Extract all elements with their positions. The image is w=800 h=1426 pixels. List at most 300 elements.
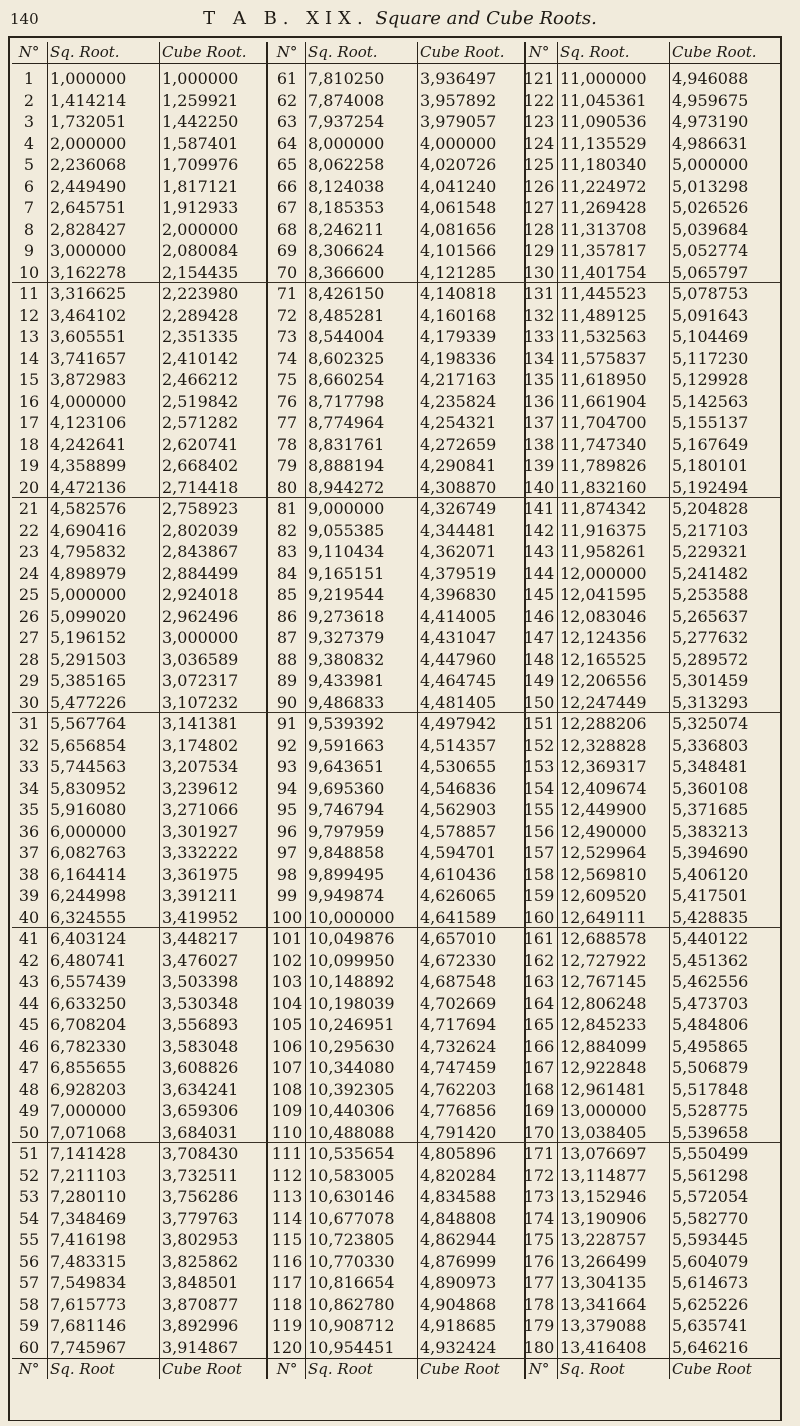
cube-root-cell: 4,326749	[420, 499, 497, 518]
square-root-cell: 3,162278	[50, 262, 127, 282]
square-root-cell: 7,615773	[50, 1294, 127, 1314]
cube-root-cell: 4,610436	[420, 864, 497, 884]
table-row	[522, 821, 780, 842]
table-row	[270, 864, 528, 885]
square-root-cell: 7,416198	[50, 1230, 127, 1249]
square-root-cell: 12,083046	[560, 606, 647, 626]
column-header-row	[522, 42, 780, 64]
table-row	[270, 1014, 528, 1035]
number-cell: 9	[23, 241, 35, 260]
cube-root-cell: 4,626065	[420, 886, 497, 905]
cube-root-cell: 5,451362	[672, 950, 749, 970]
square-root-cell: 12,569810	[560, 864, 647, 884]
cube-root-cell: 5,129928	[672, 370, 749, 389]
square-root-cell: 9,110434	[308, 542, 385, 561]
square-root-cell: 4,358899	[50, 456, 127, 475]
square-root-cell: 10,246951	[308, 1015, 395, 1034]
square-root-cell: 12,041595	[560, 585, 647, 604]
number-cell: 39	[18, 886, 40, 905]
square-root-cell: 5,830952	[50, 778, 127, 798]
block-divider	[266, 42, 268, 1379]
number-cell: 130	[523, 262, 555, 282]
table-row	[12, 391, 270, 412]
number-cell: 88	[276, 649, 298, 669]
table-row	[270, 1036, 528, 1057]
number-cell: 15	[18, 370, 40, 389]
square-root-cell: 9,055385	[308, 520, 385, 540]
square-root-cell: 5,567764	[50, 714, 127, 733]
cube-root-cell: 4,747459	[420, 1058, 497, 1077]
square-root-cell: 11,916375	[560, 520, 647, 540]
number-cell: 175	[523, 1230, 555, 1249]
square-root-cell: 3,605551	[50, 327, 127, 346]
square-root-cell: 9,643651	[308, 757, 385, 776]
footer-number: N°	[276, 1360, 298, 1378]
square-root-cell: 8,544004	[308, 327, 385, 346]
cube-root-cell: 4,762203	[420, 1079, 497, 1099]
cube-root-cell: 3,072317	[162, 671, 239, 690]
cube-root-cell: 3,207534	[162, 757, 239, 776]
cube-root-cell: 5,417501	[672, 886, 749, 905]
square-root-cell: 6,855655	[50, 1058, 127, 1077]
cube-root-cell: 5,625226	[672, 1294, 749, 1314]
number-cell: 140	[523, 477, 555, 497]
square-root-cell: 7,745967	[50, 1337, 127, 1357]
table-row	[270, 627, 528, 648]
table-row	[522, 627, 780, 648]
square-root-cell: 10,344080	[308, 1058, 395, 1077]
column-footer-row	[270, 1358, 528, 1380]
number-cell: 59	[18, 1316, 40, 1335]
table-row	[12, 1315, 270, 1336]
cube-root-cell: 4,362071	[420, 542, 497, 561]
number-cell: 170	[523, 1122, 555, 1142]
number-cell: 37	[18, 843, 40, 862]
square-root-cell: 9,165151	[308, 563, 385, 583]
square-root-cell: 11,704700	[560, 413, 647, 432]
cube-root-cell: 3,957892	[420, 90, 497, 110]
number-cell: 65	[276, 155, 298, 174]
table-row	[522, 219, 780, 240]
table-row	[12, 1079, 270, 1100]
cube-root-cell: 4,431047	[420, 628, 497, 647]
cube-root-cell: 5,550499	[672, 1144, 749, 1163]
footer-cube-root: Cube Root	[162, 1360, 242, 1378]
table-row	[270, 713, 528, 734]
square-root-cell: 7,681146	[50, 1316, 127, 1335]
number-cell: 129	[523, 241, 555, 260]
table-row	[522, 262, 780, 283]
cube-root-cell: 4,959675	[672, 90, 749, 110]
number-cell: 95	[276, 800, 298, 819]
square-root-cell: 10,535654	[308, 1144, 395, 1163]
square-root-cell: 10,677078	[308, 1208, 395, 1228]
square-root-cell: 9,848858	[308, 843, 385, 862]
table-row	[522, 563, 780, 584]
number-cell: 6	[23, 176, 35, 196]
number-cell: 100	[271, 907, 303, 927]
table-row	[522, 1079, 780, 1100]
cube-root-cell: 4,101566	[420, 241, 497, 260]
square-root-cell: 10,723805	[308, 1230, 395, 1249]
cube-root-cell: 5,078753	[672, 284, 749, 303]
number-cell: 167	[523, 1058, 555, 1077]
number-cell: 123	[523, 112, 555, 131]
number-cell: 78	[276, 434, 298, 454]
table-row	[522, 434, 780, 455]
header-number: N°	[18, 43, 40, 61]
table-row	[270, 1315, 528, 1336]
cube-root-cell: 3,779763	[162, 1208, 239, 1228]
square-root-cell: 12,206556	[560, 671, 647, 690]
square-root-cell: 10,954451	[308, 1337, 395, 1357]
cube-root-cell: 4,776856	[420, 1101, 497, 1120]
number-cell: 62	[276, 90, 298, 110]
cube-root-cell: 4,546836	[420, 778, 497, 798]
cube-root-cell: 4,041240	[420, 176, 497, 196]
number-cell: 55	[18, 1230, 40, 1249]
cube-root-cell: 4,254321	[420, 413, 497, 432]
cube-root-cell: 5,104469	[672, 327, 749, 346]
number-cell: 135	[523, 370, 555, 389]
number-cell: 11	[18, 284, 40, 303]
number-cell: 147	[523, 628, 555, 647]
cube-root-cell: 4,848808	[420, 1208, 497, 1228]
table-row	[12, 90, 270, 111]
table-row	[522, 455, 780, 476]
cube-root-cell: 5,406120	[672, 864, 749, 884]
square-root-cell: 3,741657	[50, 348, 127, 368]
cube-root-cell: 4,530655	[420, 757, 497, 776]
table-row	[270, 1208, 528, 1229]
cube-root-cell: 4,514357	[420, 735, 497, 755]
table-row	[12, 1036, 270, 1057]
square-root-cell: 9,327379	[308, 628, 385, 647]
number-cell: 125	[523, 155, 555, 174]
header-cube-root: Cube Root.	[672, 43, 757, 61]
column-footer-row	[522, 1358, 780, 1380]
column-divider	[159, 42, 160, 1379]
column-divider	[669, 42, 670, 1379]
square-root-cell: 6,708204	[50, 1015, 127, 1034]
table-row	[270, 1100, 528, 1121]
header-square-root: Sq. Root.	[50, 43, 120, 61]
header-cube-root: Cube Root.	[420, 43, 505, 61]
table-row	[12, 455, 270, 476]
number-cell: 91	[276, 714, 298, 733]
cube-root-cell: 4,140818	[420, 284, 497, 303]
cube-root-cell: 5,495865	[672, 1036, 749, 1056]
number-cell: 157	[523, 843, 555, 862]
table-row	[270, 993, 528, 1014]
page-title	[0, 8, 800, 29]
square-root-cell: 6,557439	[50, 972, 127, 991]
number-cell: 67	[276, 198, 298, 217]
square-root-cell: 3,872983	[50, 370, 127, 389]
table-row	[270, 1337, 528, 1358]
square-root-cell: 10,049876	[308, 929, 395, 948]
cube-root-cell: 5,013298	[672, 176, 749, 196]
number-cell: 92	[276, 735, 298, 755]
number-cell: 19	[18, 456, 40, 475]
table-row	[12, 563, 270, 584]
cube-root-cell: 4,973190	[672, 112, 749, 131]
square-root-cell: 12,922848	[560, 1058, 647, 1077]
cube-root-cell: 5,241482	[672, 563, 749, 583]
square-root-cell: 2,449490	[50, 176, 127, 196]
square-root-cell: 9,695360	[308, 778, 385, 798]
square-root-cell: 10,488088	[308, 1122, 395, 1142]
cube-root-cell: 5,313293	[672, 692, 749, 712]
number-cell: 141	[523, 499, 555, 518]
square-root-cell: 8,426150	[308, 284, 385, 303]
number-cell: 25	[18, 585, 40, 604]
square-root-cell: 13,379088	[560, 1316, 647, 1335]
number-cell: 31	[18, 714, 40, 733]
square-root-cell: 8,366600	[308, 262, 385, 282]
cube-root-cell: 4,481405	[420, 692, 497, 712]
square-root-cell: 7,549834	[50, 1273, 127, 1292]
cube-root-cell: 4,862944	[420, 1230, 497, 1249]
number-cell: 96	[276, 821, 298, 841]
square-root-cell: 8,124038	[308, 176, 385, 196]
cube-root-cell: 4,820284	[420, 1165, 497, 1185]
cube-root-cell: 4,081656	[420, 219, 497, 239]
table-row	[12, 1057, 270, 1078]
column-footer-row	[12, 1358, 270, 1380]
header-rule	[10, 36, 780, 38]
cube-root-cell: 2,519842	[162, 391, 239, 411]
cube-root-cell: 2,714418	[162, 477, 239, 497]
square-root-cell: 10,392305	[308, 1079, 395, 1099]
number-cell: 76	[276, 391, 298, 411]
cube-root-cell: 5,277632	[672, 628, 749, 647]
number-cell: 148	[523, 649, 555, 669]
square-root-cell: 12,000000	[560, 563, 647, 583]
table-row	[522, 1337, 780, 1358]
table-row	[12, 1143, 270, 1164]
table-row	[522, 1057, 780, 1078]
table-row	[522, 928, 780, 949]
number-cell: 46	[18, 1036, 40, 1056]
cube-root-cell: 4,657010	[420, 929, 497, 948]
number-cell: 40	[18, 907, 40, 927]
number-cell: 69	[276, 241, 298, 260]
cube-root-cell: 2,802039	[162, 520, 239, 540]
square-root-cell: 12,649111	[560, 907, 647, 927]
number-cell: 38	[18, 864, 40, 884]
number-cell: 165	[523, 1015, 555, 1034]
table-row	[270, 348, 528, 369]
cube-root-cell: 5,052774	[672, 241, 749, 260]
square-root-cell: 11,832160	[560, 477, 647, 497]
cube-root-cell: 3,870877	[162, 1294, 239, 1314]
cube-root-cell: 3,634241	[162, 1079, 239, 1099]
number-cell: 89	[276, 671, 298, 690]
square-root-cell: 11,618950	[560, 370, 647, 389]
number-cell: 139	[523, 456, 555, 475]
number-cell: 122	[523, 90, 555, 110]
table-row	[270, 391, 528, 412]
square-root-cell: 10,770330	[308, 1251, 395, 1271]
square-root-cell: 6,480741	[50, 950, 127, 970]
table-row	[522, 240, 780, 261]
number-cell: 173	[523, 1187, 555, 1206]
column-divider	[305, 42, 306, 1379]
number-cell: 146	[523, 606, 555, 626]
table-row	[270, 68, 528, 89]
cube-root-cell: 4,308870	[420, 477, 497, 497]
square-root-cell: 12,688578	[560, 929, 647, 948]
number-cell: 30	[18, 692, 40, 712]
table-row	[270, 971, 528, 992]
number-cell: 179	[523, 1316, 555, 1335]
table-row	[12, 240, 270, 261]
table-row	[522, 154, 780, 175]
table-row	[522, 1294, 780, 1315]
table-row	[522, 348, 780, 369]
number-cell: 52	[18, 1165, 40, 1185]
square-root-cell: 11,789826	[560, 456, 647, 475]
number-cell: 87	[276, 628, 298, 647]
square-root-cell: 12,247449	[560, 692, 647, 712]
number-cell: 102	[271, 950, 303, 970]
number-cell: 164	[523, 993, 555, 1013]
number-cell: 154	[523, 778, 555, 798]
square-root-cell: 6,244998	[50, 886, 127, 905]
cube-root-cell: 4,464745	[420, 671, 497, 690]
square-root-cell: 4,123106	[50, 413, 127, 432]
number-cell: 94	[276, 778, 298, 798]
square-root-cell: 5,656854	[50, 735, 127, 755]
table-row	[12, 434, 270, 455]
table-row	[270, 692, 528, 713]
cube-root-cell: 5,604079	[672, 1251, 749, 1271]
table-row	[522, 864, 780, 885]
table-row	[12, 541, 270, 562]
square-root-cell: 8,944272	[308, 477, 385, 497]
cube-root-cell: 4,672330	[420, 950, 497, 970]
number-cell: 36	[18, 821, 40, 841]
table-row	[522, 1143, 780, 1164]
number-cell: 13	[18, 327, 40, 346]
number-cell: 58	[18, 1294, 40, 1314]
cube-root-cell: 4,594701	[420, 843, 497, 862]
square-root-cell: 2,236068	[50, 155, 127, 174]
cube-root-cell: 5,039684	[672, 219, 749, 239]
number-cell: 162	[523, 950, 555, 970]
number-cell: 142	[523, 520, 555, 540]
square-root-cell: 5,744563	[50, 757, 127, 776]
cube-root-cell: 4,290841	[420, 456, 497, 475]
number-cell: 169	[523, 1101, 555, 1120]
square-root-cell: 10,583005	[308, 1165, 395, 1185]
cube-root-cell: 4,834588	[420, 1187, 497, 1206]
square-root-cell: 10,099950	[308, 950, 395, 970]
number-cell: 1	[23, 69, 35, 88]
number-cell: 144	[523, 563, 555, 583]
table-row	[522, 606, 780, 627]
table-row	[522, 649, 780, 670]
cube-root-cell: 5,117230	[672, 348, 749, 368]
table-row	[270, 928, 528, 949]
number-cell: 60	[18, 1337, 40, 1357]
cube-root-cell: 5,348481	[672, 757, 749, 776]
square-root-cell: 11,489125	[560, 305, 647, 325]
cube-root-cell: 3,271066	[162, 800, 239, 819]
square-root-cell: 1,000000	[50, 69, 127, 88]
number-cell: 104	[271, 993, 303, 1013]
number-cell: 43	[18, 972, 40, 991]
square-root-cell: 6,164414	[50, 864, 127, 884]
cube-root-cell: 5,506879	[672, 1058, 749, 1077]
number-cell: 177	[523, 1273, 555, 1292]
table-row	[270, 1122, 528, 1143]
number-cell: 70	[276, 262, 298, 282]
square-root-cell: 7,141428	[50, 1144, 127, 1163]
cube-root-cell: 5,582770	[672, 1208, 749, 1228]
cube-root-cell: 1,442250	[162, 112, 239, 131]
number-cell: 21	[18, 499, 40, 518]
cube-root-cell: 4,179339	[420, 327, 497, 346]
square-root-cell: 9,539392	[308, 714, 385, 733]
header-square-root: Sq. Root.	[560, 43, 630, 61]
cube-root-cell: 5,180101	[672, 456, 749, 475]
table-row	[270, 262, 528, 283]
number-cell: 56	[18, 1251, 40, 1271]
cube-root-cell: 4,396830	[420, 585, 497, 604]
square-root-cell: 11,445523	[560, 284, 647, 303]
number-cell: 134	[523, 348, 555, 368]
cube-root-cell: 2,758923	[162, 499, 239, 518]
footer-square-root: Sq. Root	[50, 1360, 115, 1378]
square-root-cell: 11,135529	[560, 133, 647, 153]
square-root-cell: 13,114877	[560, 1165, 647, 1185]
table-row	[522, 756, 780, 777]
square-root-cell: 7,937254	[308, 112, 385, 131]
square-root-cell: 6,782330	[50, 1036, 127, 1056]
cube-root-cell: 4,578857	[420, 821, 497, 841]
cube-root-cell: 3,583048	[162, 1036, 239, 1056]
cube-root-cell: 5,473703	[672, 993, 749, 1013]
cube-root-cell: 3,036589	[162, 649, 239, 669]
square-root-cell: 9,949874	[308, 886, 385, 905]
number-cell: 8	[23, 219, 35, 239]
number-cell: 74	[276, 348, 298, 368]
cube-root-cell: 4,986631	[672, 133, 749, 153]
square-root-cell: 11,357817	[560, 241, 647, 260]
table-row	[270, 133, 528, 154]
table-row	[270, 541, 528, 562]
number-cell: 80	[276, 477, 298, 497]
cube-root-cell: 5,142563	[672, 391, 749, 411]
cube-root-cell: 2,223980	[162, 284, 239, 303]
number-cell: 68	[276, 219, 298, 239]
table-row	[12, 1337, 270, 1358]
square-root-cell: 8,717798	[308, 391, 385, 411]
square-root-cell: 8,485281	[308, 305, 385, 325]
table-row	[522, 412, 780, 433]
cube-root-cell: 1,259921	[162, 90, 239, 110]
table-row	[12, 176, 270, 197]
cube-root-cell: 5,253588	[672, 585, 749, 604]
cube-root-cell: 1,817121	[162, 176, 239, 196]
cube-root-cell: 5,289572	[672, 649, 749, 669]
square-root-cell: 13,076697	[560, 1144, 647, 1163]
square-root-cell: 5,916080	[50, 800, 127, 819]
table-row	[270, 1079, 528, 1100]
square-root-cell: 11,313708	[560, 219, 647, 239]
